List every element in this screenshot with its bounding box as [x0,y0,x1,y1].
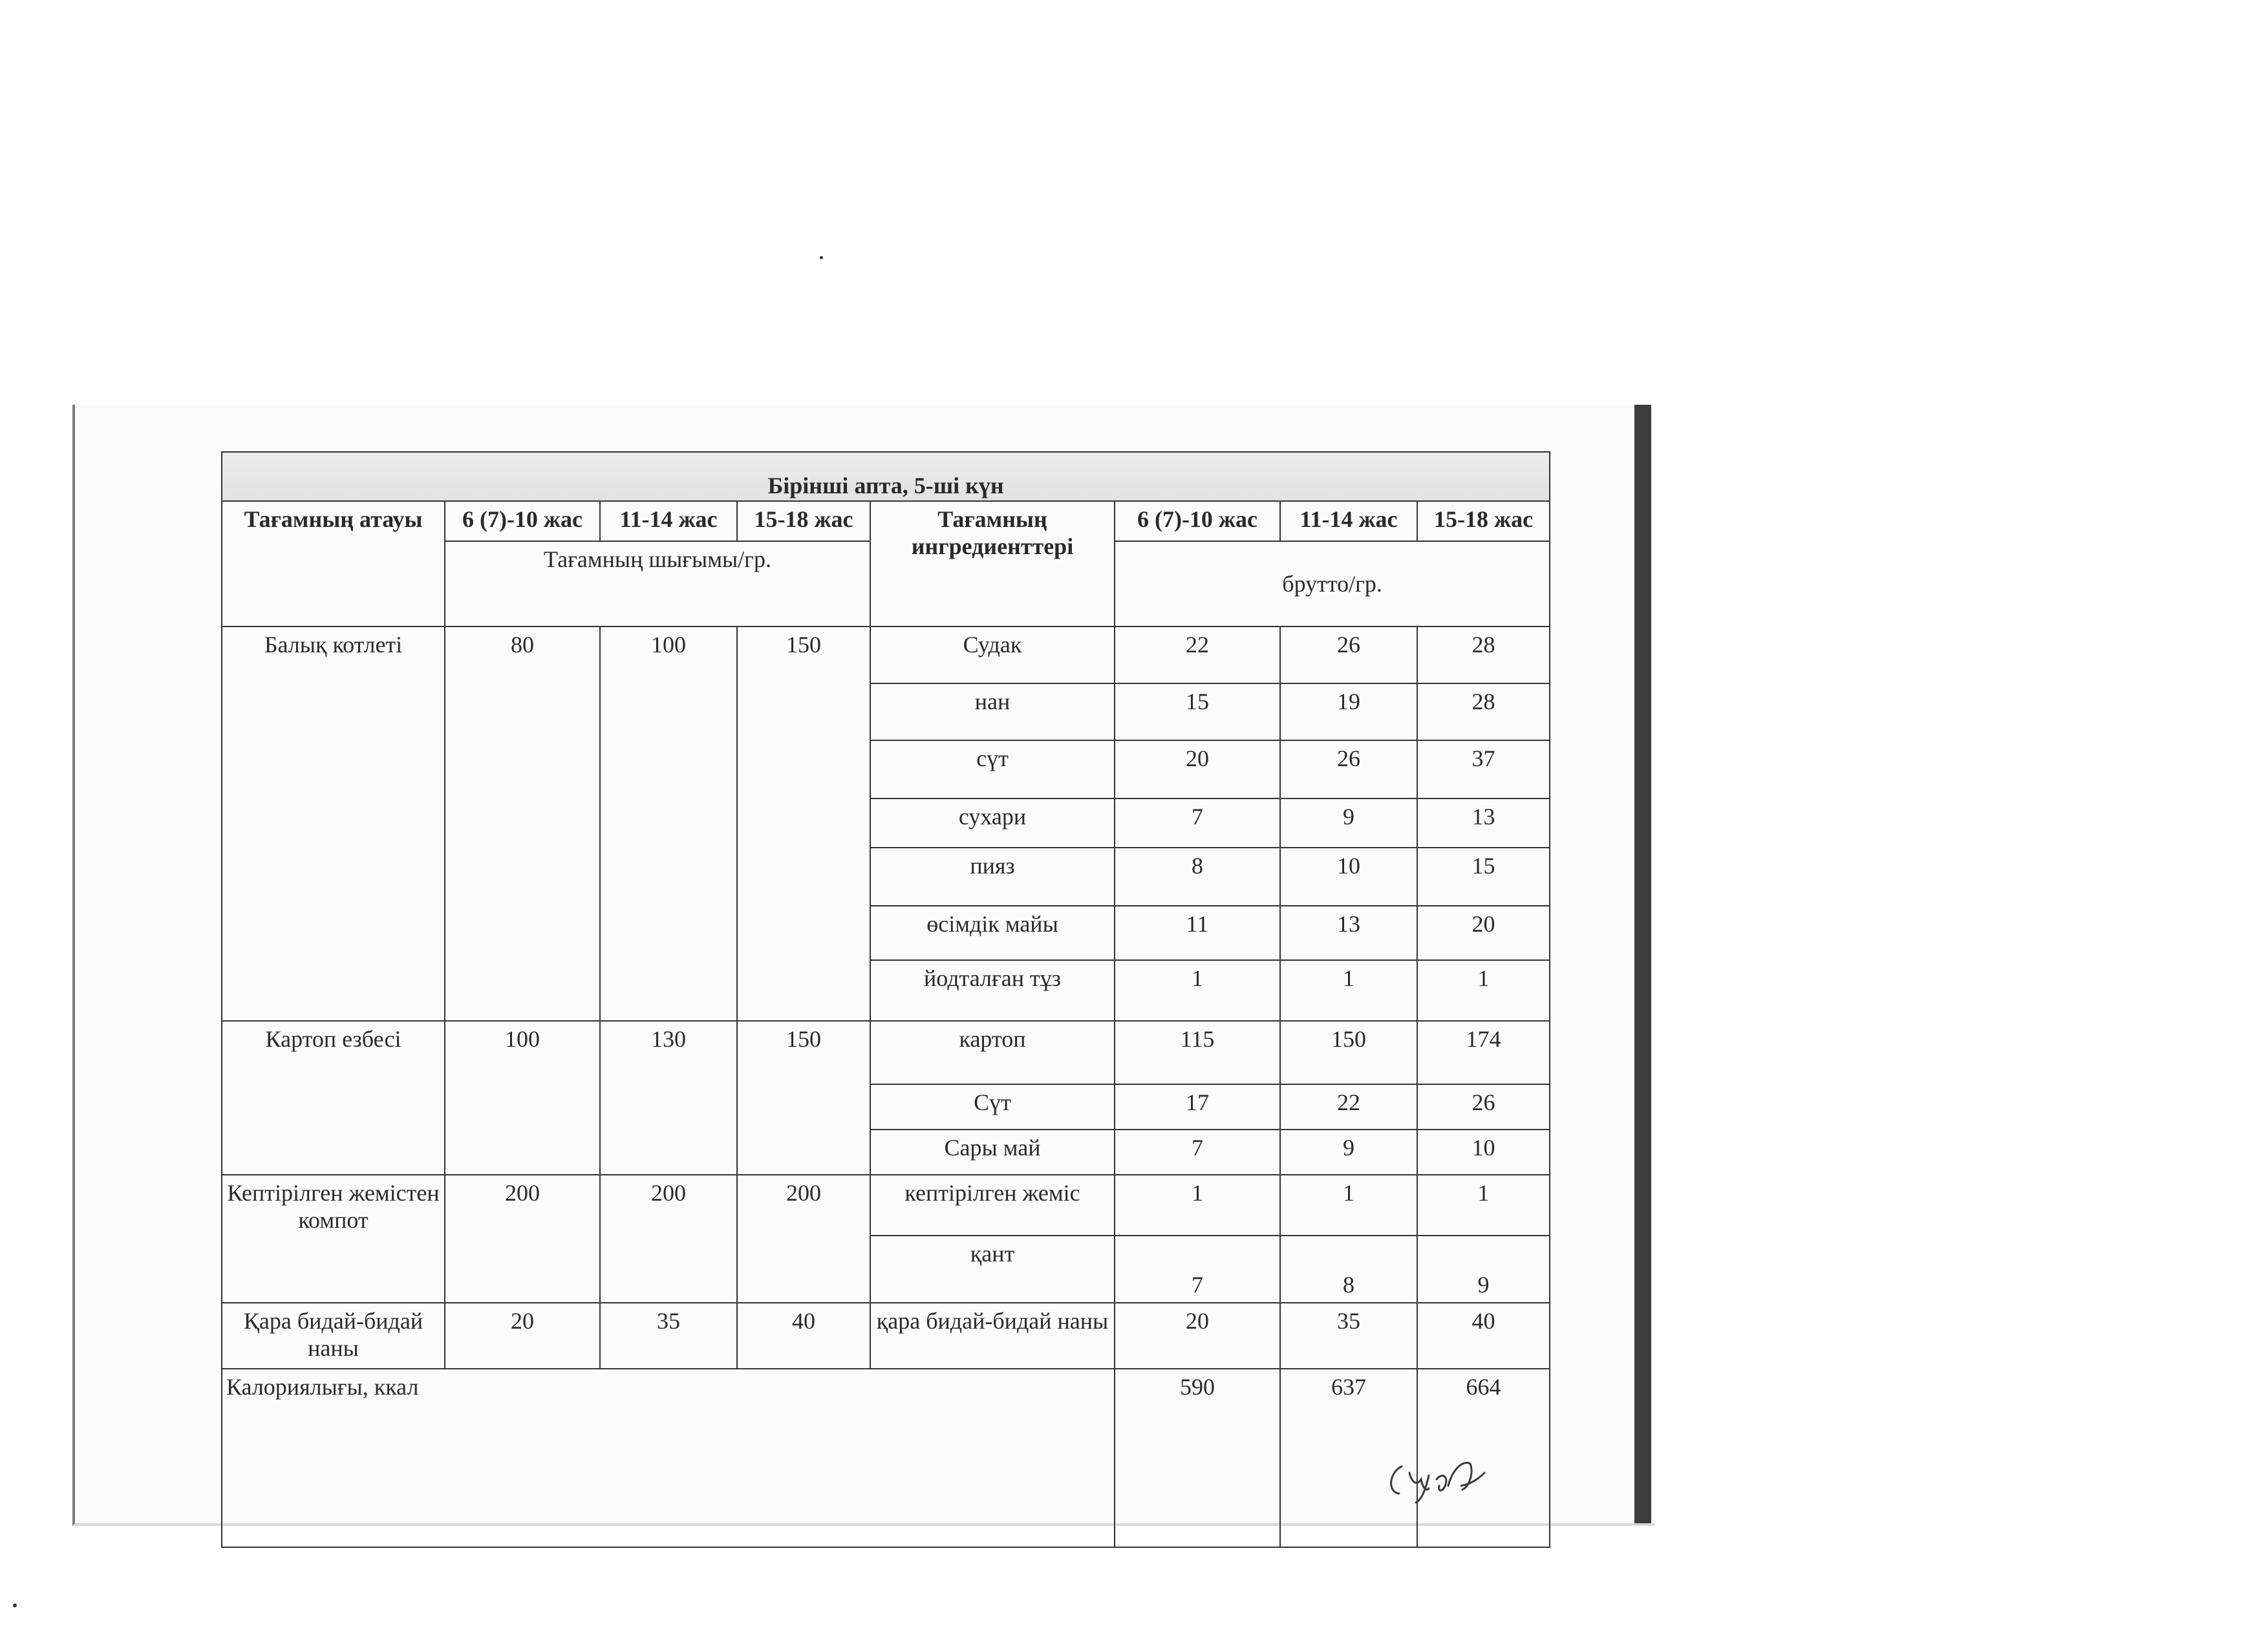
ingredient-gross-age-1: 115 [1115,1021,1280,1084]
ingredient-gross-age-3: 40 [1417,1303,1550,1369]
ingredient-gross-age-3: 1 [1417,960,1550,1021]
scan-edge-shadow [1634,405,1651,1523]
dish-name: Қара бидай-бидай наны [222,1303,445,1369]
ingredient-gross-age-3: 26 [1417,1084,1550,1130]
ingredient-gross-age-2: 22 [1280,1084,1417,1130]
ingredient-name: Сары май [870,1130,1115,1175]
ingredient-name: сүт [870,740,1115,798]
dish-yield-age-3: 150 [737,1021,870,1175]
ingredient-gross-age-1: 7 [1115,1236,1280,1303]
ingredient-gross-age-1: 20 [1115,1303,1280,1369]
ingredient-gross-age-1: 15 [1115,683,1280,740]
gross-note: брутто/гр. [1115,541,1550,627]
ingredient-gross-age-2: 13 [1280,906,1417,960]
ingredient-name: Судак [870,627,1115,683]
ingredient-gross-age-2: 8 [1280,1236,1417,1303]
ingredient-name: сухари [870,798,1115,848]
handwritten-signature [1384,1447,1493,1505]
dish-yield-age-2: 130 [600,1021,737,1175]
ingredient-gross-age-2: 1 [1280,960,1417,1021]
ingredient-gross-age-2: 10 [1280,848,1417,906]
scan-speck [13,1603,17,1607]
scan-speck [820,256,823,259]
dish-yield-age-3: 200 [737,1175,870,1303]
ingredient-gross-age-3: 10 [1417,1130,1550,1175]
ingredient-name: өсімдік майы [870,906,1115,960]
ingredient-gross-age-2: 9 [1280,1130,1417,1175]
ingredient-name: Сүт [870,1084,1115,1130]
header-age-2: 11-14 жас [600,501,737,541]
dish-yield-age-1: 100 [445,1021,600,1175]
dish-yield-age-1: 200 [445,1175,600,1303]
ingredient-gross-age-3: 28 [1417,627,1550,683]
ingredient-gross-age-3: 28 [1417,683,1550,740]
total-label: Калориялығы, ккал [222,1369,1115,1547]
ingredient-gross-age-2: 26 [1280,740,1417,798]
ingredient-gross-age-1: 1 [1115,960,1280,1021]
total-kcal-age-2: 637 [1280,1369,1417,1547]
table-row [222,1175,1550,1236]
ingredient-gross-age-3: 174 [1417,1021,1550,1084]
ingredient-gross-age-2: 26 [1280,627,1417,683]
ingredient-name: қант [870,1236,1115,1303]
ingredient-gross-age-2: 150 [1280,1021,1417,1084]
header-age-2-ingr: 11-14 жас [1280,501,1417,541]
dish-name: Балық котлеті [222,627,445,1021]
ingredient-name: нан [870,683,1115,740]
dish-yield-age-2: 200 [600,1175,737,1303]
total-kcal-age-1: 590 [1115,1369,1280,1547]
table-row [222,627,1550,683]
ingredient-gross-age-1: 20 [1115,740,1280,798]
header-age-3-ingr: 15-18 жас [1417,501,1550,541]
ingredient-gross-age-2: 19 [1280,683,1417,740]
dish-yield-age-2: 35 [600,1303,737,1369]
dish-yield-age-1: 20 [445,1303,600,1369]
ingredient-gross-age-2: 35 [1280,1303,1417,1369]
total-row [222,1369,1550,1547]
dish-yield-age-1: 80 [445,627,600,1021]
ingredient-name: кептірілген жеміс [870,1175,1115,1236]
header-age-1: 6 (7)-10 жас [445,501,600,541]
header-dish-name: Тағамның атауы [222,501,445,627]
ingredient-name: қара бидай-бидай наны [870,1303,1115,1369]
ingredient-name: йодталған тұз [870,960,1115,1021]
dish-yield-age-3: 150 [737,627,870,1021]
ingredient-gross-age-3: 37 [1417,740,1550,798]
table-row [222,1021,1550,1084]
ingredient-gross-age-1: 8 [1115,848,1280,906]
dish-yield-age-2: 100 [600,627,737,1021]
ingredient-gross-age-3: 1 [1417,1175,1550,1236]
header-ingredients: Тағамның ингредиенттері [870,501,1115,627]
ingredient-gross-age-1: 7 [1115,1130,1280,1175]
ingredient-name: картоп [870,1021,1115,1084]
yield-note: Тағамның шығымы/гр. [445,541,870,627]
ingredient-name: пияз [870,848,1115,906]
ingredient-gross-age-1: 22 [1115,627,1280,683]
dish-name: Кептірілген жемістен компот [222,1175,445,1303]
total-kcal-age-3: 664 [1417,1369,1550,1547]
ingredient-gross-age-1: 17 [1115,1084,1280,1130]
table-row [222,1303,1550,1369]
ingredient-gross-age-1: 1 [1115,1175,1280,1236]
menu-table [221,451,1550,1548]
ingredient-gross-age-3: 15 [1417,848,1550,906]
dish-name: Картоп езбесі [222,1021,445,1175]
ingredient-gross-age-3: 20 [1417,906,1550,960]
ingredient-gross-age-3: 9 [1417,1236,1550,1303]
ingredient-gross-age-1: 7 [1115,798,1280,848]
table-title: Бірінші апта, 5-ші күн [222,452,1550,501]
ingredient-gross-age-2: 9 [1280,798,1417,848]
ingredient-gross-age-3: 13 [1417,798,1550,848]
ingredient-gross-age-2: 1 [1280,1175,1417,1236]
ingredient-gross-age-1: 11 [1115,906,1280,960]
dish-yield-age-3: 40 [737,1303,870,1369]
header-age-1-ingr: 6 (7)-10 жас [1115,501,1280,541]
header-age-3: 15-18 жас [737,501,870,541]
